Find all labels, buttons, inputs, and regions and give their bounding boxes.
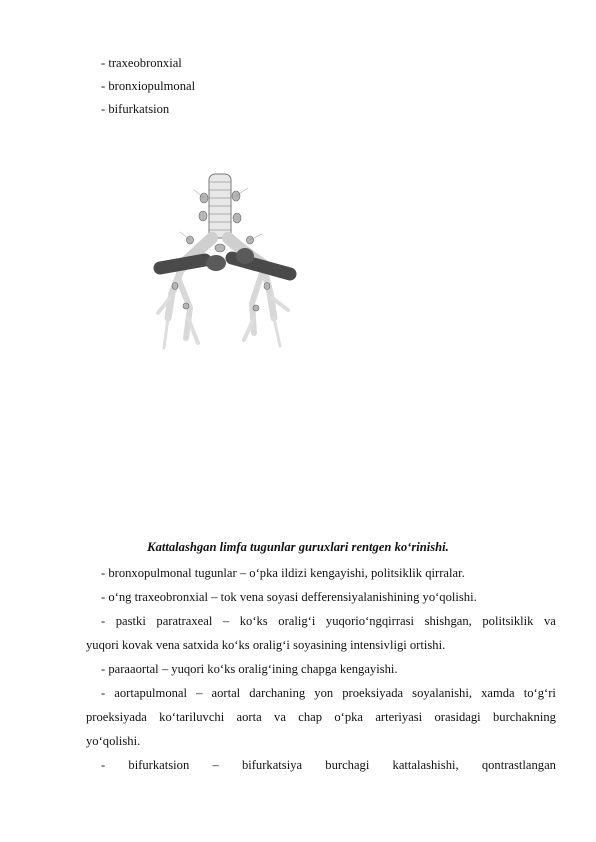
body-line-4: yuqori kovak vena satxida ko‘ks oralig‘i soyasining intensivligi ortishi. xyxy=(86,638,446,652)
word: burchagi xyxy=(325,758,370,772)
word: oralig‘i xyxy=(278,614,316,628)
word: to‘g‘ri xyxy=(523,686,556,700)
word: politsiklik xyxy=(482,614,534,628)
word: yon xyxy=(314,686,334,700)
lung-lymph-node-illustration xyxy=(150,168,300,358)
word: – xyxy=(196,686,203,700)
word: aortapulmonal xyxy=(114,686,188,700)
body-line-8: yo‘qolishi. xyxy=(86,734,141,748)
word: bifurkatsiya xyxy=(241,758,303,772)
word: aorta xyxy=(236,710,262,724)
word: pastki xyxy=(115,614,146,628)
word: o‘pka xyxy=(334,710,364,724)
word: ko‘tariluvchi xyxy=(159,710,225,724)
figure-caption: Kattalashgan limfa tugunlar guruxlari rentgen ko‘rinishi. xyxy=(147,540,449,554)
word: proeksiyada xyxy=(342,686,404,700)
body-line-1: - bronxopulmonal tugunlar – o‘pka ildizi kengayishi, politsiklik qirralar. xyxy=(101,566,465,580)
body-line-2: - o‘ng traxeobronxial – tok vena soyasi defferensiyalanishining yo‘qolishi. xyxy=(101,590,477,604)
body-line-5: - paraaortal – yuqori ko‘ks oralig‘ining chapga kengayishi. xyxy=(101,662,398,676)
word: qontrastlangan xyxy=(481,758,556,772)
word: – xyxy=(222,614,230,628)
word: va xyxy=(274,710,286,724)
word: bifurkatsion xyxy=(128,758,190,772)
word: aortal xyxy=(211,686,241,700)
word: paratraxeal xyxy=(156,614,213,628)
word: - xyxy=(101,758,106,772)
word: - xyxy=(101,614,106,628)
word: va xyxy=(544,614,556,628)
list-item-traxeobronxial: - traxeobronxial xyxy=(101,56,182,70)
word: shishgan, xyxy=(424,614,472,628)
word: orasidagi xyxy=(434,710,481,724)
word: ko‘ks xyxy=(239,614,268,628)
word: chap xyxy=(298,710,323,724)
word: – xyxy=(212,758,219,772)
word: - xyxy=(101,686,106,700)
word: arteriyasi xyxy=(375,710,423,724)
body-line-6 xyxy=(101,685,556,701)
body-line-7 xyxy=(86,709,556,725)
word: burchakning xyxy=(492,710,556,724)
word: kattalashishi, xyxy=(392,758,459,772)
body-line-3 xyxy=(101,613,556,629)
list-item-bifurkatsion: - bifurkatsion xyxy=(101,102,170,116)
word: yuqorio‘ngqirrasi xyxy=(325,614,415,628)
word: soyalanishi, xyxy=(412,686,472,700)
word: proeksiyada xyxy=(86,710,147,724)
body-line-9 xyxy=(101,757,556,773)
word: xamda xyxy=(481,686,515,700)
tracheobronchial-tree-icon xyxy=(150,168,300,358)
list-item-bronxiopulmonal: - bronxiopulmonal xyxy=(101,79,196,93)
word: darchaning xyxy=(249,686,306,700)
